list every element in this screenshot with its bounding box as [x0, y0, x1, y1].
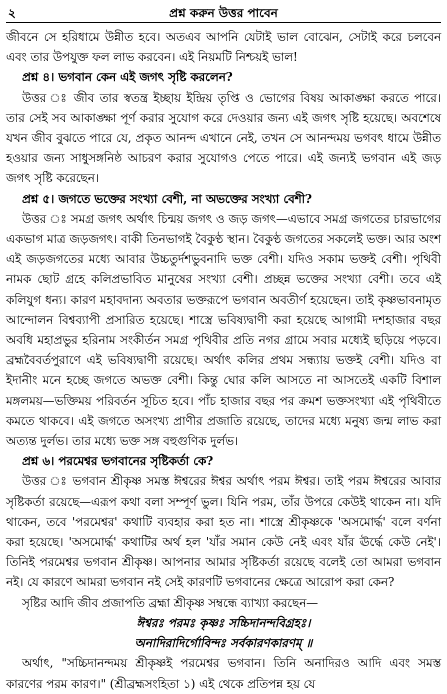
page-header	[6, 4, 441, 23]
answer-5-paragraph: উত্তর ঃ সমগ্র জগৎ অর্থাৎ চিন্ময় জগৎ ও জড় জগৎ—এভাবে সমগ্র জগতের চারভাগের একভাগ মাত্র জড়জগৎ। বাকী তিনভাগই বৈকুণ্ঠ স্থান। বৈকুণ্ঠ জগতের সকলেই ভক্ত। আর অংশ এই জড়জগতের মধ্যে আবার উচ্চতুর্দশভুবনাদি ভক্ত বেশী। যদিও সকাম ভক্তই বেশী। পৃথিবী নামক ছোট গ্রহে কলিপ্রভাবিত মানুষের সংখ্যা বেশী। প্রচ্ছন্ন ভক্তের সংখ্যা বেশী। তবে এই কলিযুগ ধন্য। কারণ মহাবদান্য অবতার ভক্তরূপে ভগবান অবতীর্ণ হয়েছেন। তাই কৃষ্ণভাবনামৃত আন্দোলন বিশ্বব্যাপী প্রসারিত হয়েছে। শাস্ত্রে ভবিষ্যদ্বাণী করা হয়েছে আগামী দশহাজার বছর অবধি মহাপ্রভুর হরিনাম সংকীর্তন সমগ্র পৃথিবীর প্রতি নগর গ্রামে সবার মধ্যেই ছড়িয়ে পড়বে। ব্রহ্মবৈবর্তপুরাণে এই ভবিষ্যদ্বাণী রয়েছে। অর্থাৎ কলির প্রথম সন্ধ্যায় ভক্তই বেশী। যদিও বা ইদানীং মনে হচ্ছে জগতে অভক্ত বেশী। কিন্তু ঘোর কলি আসতে না আসতেই একটি বিশাল মঙ্গলময়—ভক্তিময় পরিবর্তন সূচিত হবে। পাঁচ হাজার বছর পর ক্রমশ ভক্তসংখ্যা এই পৃথিবীতে কমতে থাকবে। এই জগতে অসংখ্য প্রাণীর প্রজাতি রয়েছে, তাদের মধ্যে মনুষ্য জন্ম লাভ করা অত্যন্ত দুর্লভ। তার মধ্যে ভক্ত সঙ্গ বহুগুণিক দুর্লভ।	[6, 211, 441, 449]
paragraph-continuation: জীবনে সে হরিধামে উন্নীত হবে। অতএব আপনি যেটাই ভাল বোঝেন, সেটাই করে চলবেন এবং তার উপযুক্ত ফল লাভ করবেন। এই নিয়মটি নিশ্চয়ই ভাল!	[6, 30, 441, 65]
verse-line-2: অনাদিরাদির্গোবিন্দঃ সর্বকারণকারণম্ ॥	[134, 636, 313, 651]
verse-translation: অর্থাৎ, "সচ্চিদানন্দময় শ্রীকৃষ্ণই পরমেশ্বর ভগবান। তিনি অনাদিরও আদি এবং সমস্ত কারণের পরম কারণ।" (শ্রীব্রহ্মসংহিতা ১) এই থেকে প্রতিপন্ন হয় যে	[6, 656, 441, 691]
answer-4-paragraph: উত্তর ঃ জীব তার স্বতন্ত্র ইচ্ছায় ইন্দ্রিয় তৃপ্তি ও ভোগের বিষয় আকাঙ্ক্ষা করতে পারে। তার সেই সব আকাঙ্ক্ষা পূর্ণ করার সুযোগ করে দেওয়ার জন্য এই জগৎ সৃষ্টি হয়েছে। অবশেষে যখন জীব বুঝতে পারে যে, প্রকৃত আনন্দ এখানে নেই, তখন সে আনন্দময় ভগবৎ ধামে উন্নীত হওয়ার জন্য সাধুসঙ্গনিষ্ঠ আচরণ করার সুযোগও পেতে পারে। এই জন্যই ভগবান এই জড় জগৎ সৃষ্টি করেছেন।	[6, 90, 441, 186]
question-5-heading: প্রশ্ন ৫। জগতে ভক্তের সংখ্যা বেশী, না অভক্তের সংখ্যা বেশী?	[22, 191, 312, 206]
verse-intro: সৃষ্টির আদি জীব প্রজাপতি ব্রহ্মা শ্রীকৃষ্ণ সম্বন্ধে ব্যাখ্যা করছেন—	[22, 595, 319, 610]
answer-6-paragraph: উত্তর ঃ ভগবান শ্রীকৃষ্ণ সমস্ত ঈশ্বরের ঈশ্বর অর্থাৎ পরম ঈশ্বর। তাই পরম ঈশ্বরের আবার সৃষ্টিকর্তা রয়েছে—এরূপ কথা বলা সম্পূর্ণ ভুল। যিনি পরম, তাঁর উপরে কেউই থাকেন না। যদি থাকেন, তবে 'পরমেশ্বর' কথাটি ব্যবহার করা হত না। শাস্ত্রে শ্রীকৃষ্ণকে 'অসমোর্দ্ধ' বলে বর্ণনা করা হয়েছে। 'অসমোর্দ্ধ' কথাটির অর্থ হল 'যাঁর সমান কেউ নেই এবং যাঁর ঊর্দ্ধে কেউ নেই'। তিনিই পরমেশ্বর ভগবান শ্রীকৃষ্ণ। আপনার আমার সৃষ্টিকর্তা রয়েছে বলেই তো আমরা ভগবান নই। যে কারণে আমরা ভগবান নই সেই কারণটি ভগবানের ক্ষেত্রে আরোপ করা কেন?	[6, 474, 441, 590]
verse-line-1: ঈশ্বরঃ পরমঃ কৃষ্ণঃ সচ্চিদানন্দবিগ্রহঃ।	[136, 615, 311, 630]
question-6-heading: প্রশ্ন ৬। পরমেশ্বর ভগবানের সৃষ্টিকর্তা কে?	[22, 454, 214, 469]
page-body	[6, 23, 441, 694]
running-title: প্রশ্ন করুন উত্তর পাবেন	[169, 6, 278, 20]
question-4-heading: প্রশ্ন ৪। ভগবান কেন এই জগৎ সৃষ্টি করলেন?	[22, 70, 233, 85]
page-number: ২	[8, 6, 16, 20]
